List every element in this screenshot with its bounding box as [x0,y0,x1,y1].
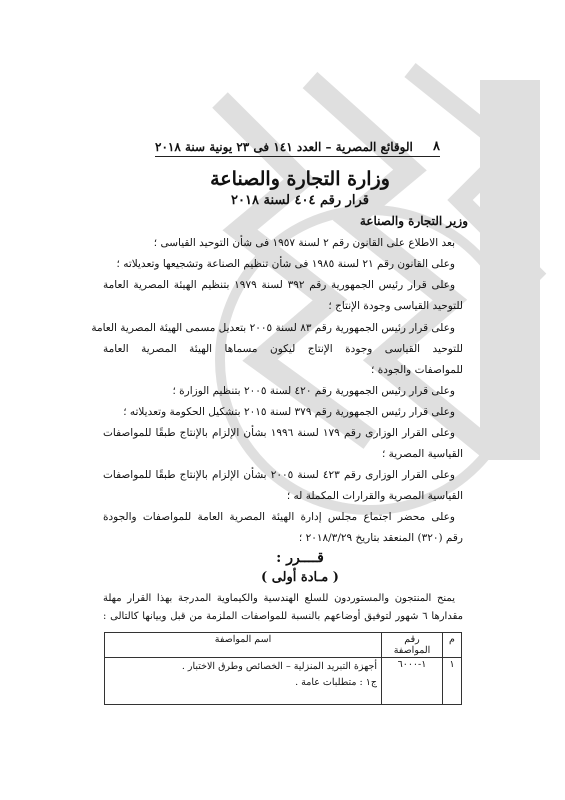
table-row [105,658,462,705]
preamble-line: وعلى القرار الوزارى رقم ٤٢٣ لسنة ٢٠٠٥ بشأن الإلزام بالإنتاج طبقًا للمواصفات [103,469,455,481]
specifications-table [104,632,462,705]
preamble-line: وعلى قرار رئيس الجمهورية رقم ٨٣ لسنة ٢٠٠٥ بتعديل مسمى الهيئة المصرية العامة [91,322,455,334]
article-heading: ( مـادة أولى ) [261,570,339,585]
row-index: ١ [443,658,462,705]
preamble-line: بعد الاطلاع على القانون رقم ٢ لسنة ١٩٥٧ فى شأن التوحيد القياسى ؛ [153,237,455,249]
decree-title: قرار رقم ٤٠٤ لسنة ٢٠١٨ [231,193,369,208]
preamble-line: وعلى القانون رقم ٢١ لسنة ١٩٨٥ فى شأن تنظيم الصناعة وتشجيعها وتعديلاته ؛ [116,258,455,270]
spec-name-cell [105,658,382,705]
spec-part: ج١ : متطلبات عامة . [295,677,377,688]
decision-heading: قــــرر : [276,550,324,566]
preamble-line: وعلى قرار رئيس الجمهورية رقم ٣٧٩ لسنة ٢٠١٥ بتشكيل الحكومة وتعديلاته ؛ [123,406,455,418]
page-number: ٨ [433,139,440,154]
preamble-line: للتوحيد القياسى وجودة الإنتاج ؛ [328,300,463,312]
issuer-title: وزير التجارة والصناعة [359,214,468,228]
preamble-line: وعلى محضر اجتماع مجلس إدارة الهيئة المصرية العامة للمواصفات والجودة [103,511,455,523]
preamble-line: للتوحيد القياسى وجودة الإنتاج ليكون مسماها الهيئة المصرية العامة [103,343,463,355]
page-header [155,134,440,157]
column-header-number: رقم المواصفة [382,633,443,658]
table-header-row [105,633,462,658]
spec-name: أجهزة التبريد المنزلية – الخصائص وطرق الاختبار . [181,661,377,672]
preamble-line: للمواصفات والجودة ؛ [371,364,463,376]
publication-line: الوقائع المصرية – العدد ١٤١ فى ٢٣ يونية سنة ٢٠١٨ [155,140,413,154]
spec-number: ١-٦٠٠٠ [382,658,443,705]
preamble-line: رقم (٣٢٠) المنعقد بتاريخ ٢٠١٨/٣/٢٩ ؛ [298,532,463,544]
column-header-name: اسم المواصفة [105,633,382,658]
preamble-line: وعلى القرار الوزارى رقم ١٧٩ لسنة ١٩٩٦ بشأن الإلزام بالإنتاج طبقًا للمواصفات [103,427,455,439]
ministry-title: وزارة التجارة والصناعة [210,168,390,190]
preamble-line: القياسية المصرية ؛ [381,448,463,460]
article-text-line: مقدارها ٦ شهور لتوفيق أوضاعهم بالنسبة للمواصفات الملزمة من قبل وبيانها كالتالى : [103,611,463,622]
article-text-line: يمنح المنتجون والمستوردون للسلع الهندسية والكيماوية المدرجة بهذا القرار مهلة [103,593,455,604]
column-header-index: م [443,633,462,658]
preamble-line: وعلى قرار رئيس الجمهورية رقم ٣٩٢ لسنة ١٩٧٩ بتنظيم الهيئة المصرية العامة [103,279,456,291]
preamble-line: القياسية المصرية والقرارات المكملة له ؛ [286,490,463,502]
preamble-line: وعلى قرار رئيس الجمهورية رقم ٤٢٠ لسنة ٢٠٠٥ بتنظيم الوزارة ؛ [172,385,455,397]
